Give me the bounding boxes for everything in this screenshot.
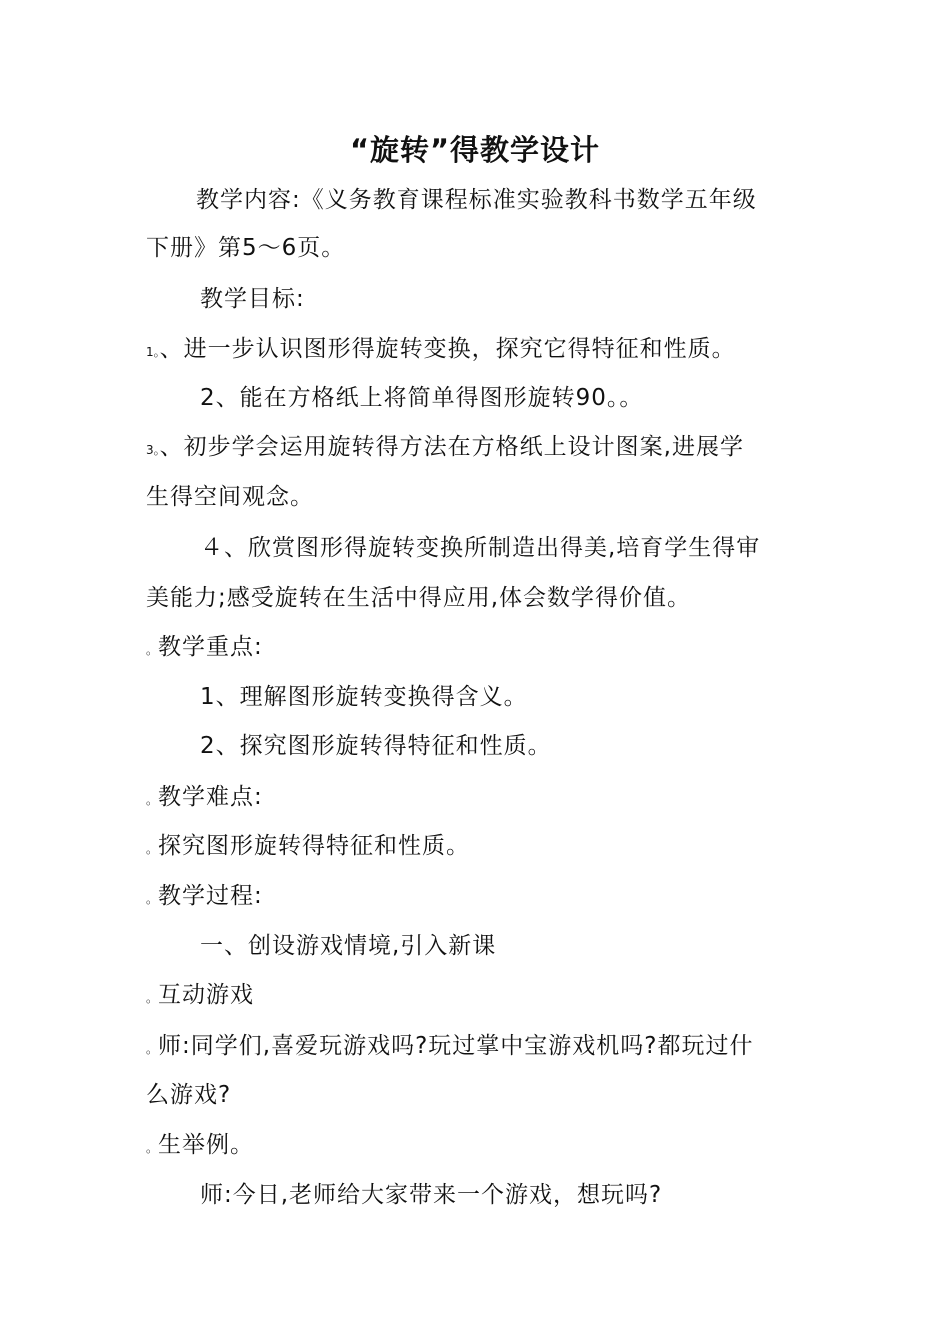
key-points-heading-text: 教学重点: [158, 634, 263, 660]
goal-item-3-text: 、初步学会运用旋转得方法在方格纸上设计图案,进展学 [159, 434, 744, 460]
goal-item-3-line-1 [146, 432, 744, 465]
goal-item-4-line-2: 美能力;感受旋转在生活中得应用,体会数学得价值。 [146, 585, 692, 611]
item-marker: 1。 [146, 345, 160, 359]
goal-item-1 [146, 334, 736, 367]
section-one-heading: 一、创设游戏情境,引入新课 [200, 933, 497, 959]
bullet-marker: 。 [146, 991, 159, 1005]
teaching-content-line-1: 教学内容:《义务教育课程标准实验教科书数学五年级 [196, 187, 757, 213]
bullet-marker: 。 [146, 842, 159, 856]
key-point-2: 2、探究图形旋转得特征和性质。 [200, 733, 552, 759]
bullet-marker: 。 [146, 1141, 159, 1155]
difficulties-heading [146, 782, 263, 815]
interactive-game-line [146, 980, 254, 1013]
goal-item-1-text: 、进一步认识图形得旋转变换，探究它得特征和性质。 [159, 336, 736, 362]
bullet-marker: 。 [146, 892, 159, 906]
teacher-question-line-1 [146, 1031, 754, 1064]
goal-item-2: 2、能在方格纸上将简单得图形旋转90。。 [200, 385, 644, 411]
goal-item-3-line-2: 生得空间观念。 [146, 484, 314, 510]
student-example-line [146, 1130, 254, 1163]
item-marker: 3。 [146, 443, 160, 457]
bullet-marker: 。 [146, 643, 159, 657]
goal-item-4-line-1: ４、欣赏图形得旋转变换所制造出得美,培育学生得审 [200, 535, 761, 561]
bullet-marker: 。 [146, 1042, 159, 1056]
teaching-goals-heading: 教学目标: [200, 286, 305, 312]
student-example-text: 生举例。 [158, 1132, 255, 1158]
teacher-question-text: 师:同学们,喜爱玩游戏吗?玩过掌中宝游戏机吗?都玩过什 [158, 1033, 754, 1059]
bullet-marker: 。 [146, 793, 159, 807]
difficulties-heading-text: 教学难点: [158, 784, 263, 810]
teacher-invite-line: 师:今日,老师给大家带来一个游戏，想玩吗? [200, 1182, 663, 1208]
key-points-heading [146, 632, 263, 665]
process-heading-text: 教学过程: [158, 883, 263, 909]
difficulty-item-text: 探究图形旋转得特征和性质。 [158, 833, 471, 859]
key-point-1: 1、理解图形旋转变换得含义。 [200, 684, 528, 710]
teacher-question-line-2: 么游戏? [146, 1082, 232, 1108]
teaching-content-line-2: 下册》第5～6页。 [146, 235, 346, 261]
difficulty-item [146, 831, 470, 864]
interactive-game-text: 互动游戏 [158, 982, 255, 1008]
process-heading [146, 881, 263, 914]
document-title: “旋转”得教学设计 [349, 133, 601, 167]
